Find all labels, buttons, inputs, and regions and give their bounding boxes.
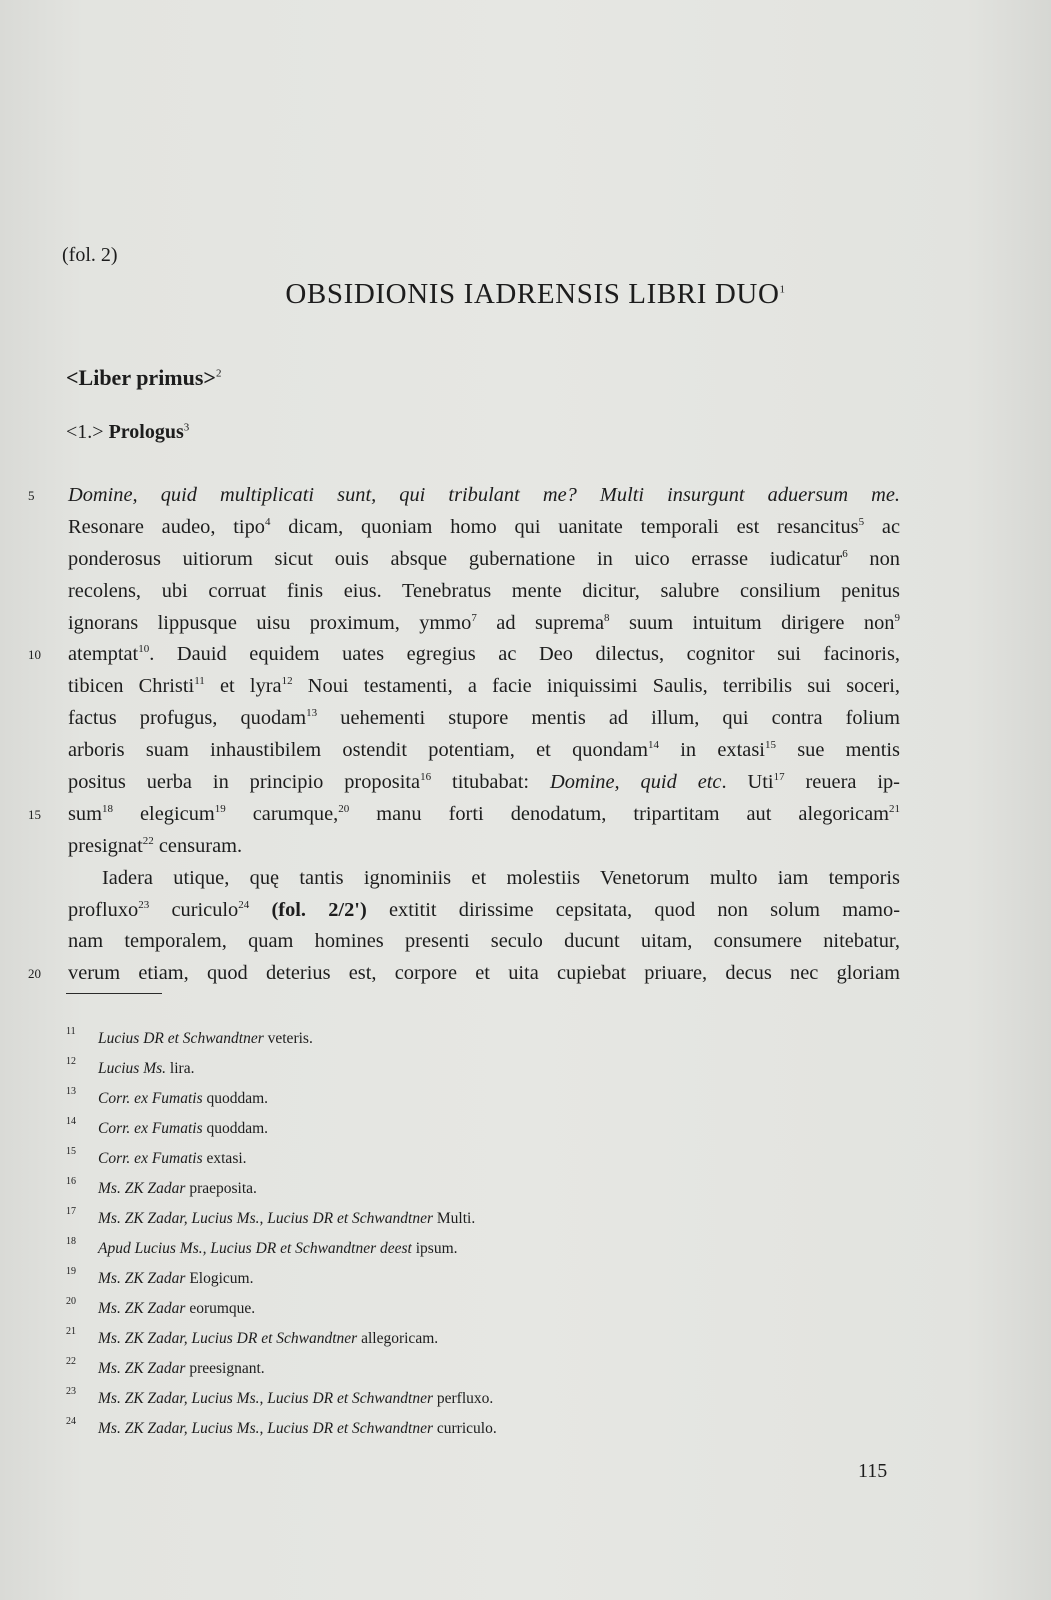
book-footnote-marker: 2 bbox=[215, 367, 222, 380]
title-text: OBSIDIONIS IADRENSIS LIBRI DUO bbox=[285, 278, 780, 310]
footnote-text bbox=[98, 1264, 253, 1294]
text-line bbox=[28, 480, 900, 512]
footnote-text bbox=[98, 1054, 194, 1084]
text-run: ad suprema bbox=[476, 611, 605, 634]
text-run: . Uti bbox=[721, 771, 774, 794]
text-line bbox=[68, 735, 900, 767]
footnote-source: Ms. ZK Zadar bbox=[98, 1360, 186, 1377]
italic-text: Domine, quid etc bbox=[549, 771, 722, 794]
footnote bbox=[66, 1354, 826, 1384]
text-run: titubabat: bbox=[431, 771, 550, 794]
footnote-source: Ms. ZK Zadar, Lucius DR et Schwandtner bbox=[98, 1330, 358, 1347]
text-line bbox=[68, 831, 900, 863]
text-line bbox=[68, 926, 900, 958]
footnote-reading: quoddam. bbox=[206, 1090, 269, 1107]
footnote-text bbox=[98, 1384, 493, 1414]
text-run: sue mentis bbox=[775, 739, 900, 762]
text-line bbox=[68, 544, 900, 576]
text-run: et lyra bbox=[204, 675, 282, 698]
footnote-text bbox=[98, 1024, 313, 1054]
text-run: Noui testamenti, a facie iniquissimi Saulis, terribilis sui soceri, bbox=[292, 675, 900, 698]
footnote bbox=[66, 1324, 826, 1354]
text-run: reuera ip- bbox=[784, 771, 900, 794]
footnote-text bbox=[98, 1114, 268, 1144]
footnote-marker: 21 bbox=[888, 803, 900, 816]
footnote-number: 14 bbox=[66, 1116, 76, 1127]
footnote-marker: 18 bbox=[102, 803, 113, 816]
text-run: dicam, quoniam homo qui uanitate temporali est resancitus bbox=[270, 515, 859, 538]
footnote bbox=[66, 1414, 826, 1444]
text-run: extitit dirissime cepsitata, quod non solum mamo- bbox=[366, 898, 900, 921]
footnote-text bbox=[98, 1324, 438, 1354]
footnote bbox=[66, 1384, 826, 1414]
line-number: 20 bbox=[28, 966, 41, 982]
italic-text: Domine, quid multiplicati sunt, qui tribulant me? Multi insurgunt aduersum me. bbox=[68, 484, 900, 506]
text-run: profluxo bbox=[68, 898, 139, 921]
text-run: atemptat bbox=[68, 643, 139, 666]
footnote-reading: veteris. bbox=[267, 1030, 313, 1047]
text-run: uehementi stupore mentis ad illum, qui contra folium bbox=[317, 707, 900, 730]
footnote-marker: 11 bbox=[194, 675, 205, 688]
footnote-number: 20 bbox=[66, 1296, 76, 1307]
footnote-source: Ms. ZK Zadar, Lucius Ms., Lucius DR et Schwandtner bbox=[98, 1390, 433, 1407]
footnote-marker: 6 bbox=[842, 547, 848, 560]
text-run: censuram. bbox=[153, 834, 243, 857]
footnote-marker: 22 bbox=[142, 835, 154, 847]
text-run: positus uerba in principio proposita bbox=[68, 771, 421, 794]
footnote-reading: preesignant. bbox=[189, 1360, 265, 1377]
footnote-marker: 10 bbox=[138, 643, 150, 656]
text-run: suum intuitum dirigere non bbox=[609, 611, 895, 634]
footnote-number: 24 bbox=[66, 1416, 76, 1427]
text-run bbox=[249, 899, 271, 921]
footnote-number: 16 bbox=[66, 1176, 76, 1187]
footnote-source: Corr. ex Fumatis bbox=[98, 1120, 203, 1137]
main-text bbox=[28, 480, 901, 990]
footnote-source: Ms. ZK Zadar, Lucius Ms., Lucius DR et Schwandtner bbox=[98, 1420, 433, 1437]
footnote-reading: eorumque. bbox=[189, 1300, 256, 1317]
footnote bbox=[66, 1264, 826, 1294]
text-run: manu forti denodatum, tripartitam aut alegoricam bbox=[349, 802, 889, 825]
text-run: ponderosus uitiorum sicut ouis absque gubernatione in uico errasse iudicatur bbox=[68, 547, 843, 570]
footnote bbox=[66, 1084, 826, 1114]
chapter-footnote-marker: 3 bbox=[183, 421, 190, 434]
footnote-marker: 13 bbox=[306, 707, 318, 720]
footnote-source: Corr. ex Fumatis bbox=[98, 1090, 203, 1107]
text-line bbox=[68, 895, 900, 927]
text-line bbox=[68, 608, 900, 640]
text-run: carumque, bbox=[225, 802, 339, 825]
text-line bbox=[68, 767, 900, 799]
text-run: curiculo bbox=[149, 898, 239, 921]
footnote-marker: 16 bbox=[420, 771, 432, 784]
footnote-marker: 9 bbox=[894, 611, 900, 624]
footnote-marker: 7 bbox=[471, 611, 477, 624]
text-line bbox=[68, 512, 900, 544]
footnote-text bbox=[98, 1084, 268, 1114]
folio-marker: (fol. 2/2') bbox=[271, 898, 367, 921]
footnote-source: Ms. ZK Zadar bbox=[98, 1300, 186, 1317]
footnote-source: Ms. ZK Zadar bbox=[98, 1270, 186, 1287]
footnote-reading: lira. bbox=[169, 1060, 195, 1077]
footnote-source: Ms. ZK Zadar, Lucius Ms., Lucius DR et Schwandtner bbox=[98, 1210, 433, 1227]
footnote-reading: perfluxo. bbox=[436, 1390, 494, 1407]
footnote-source: Lucius Ms. bbox=[98, 1060, 167, 1077]
text-run: Iadera utique, quę tantis ignominiis et molestiis Venetorum multo iam temporis bbox=[102, 866, 900, 889]
text-run: presignat bbox=[68, 834, 143, 857]
footnote-text bbox=[98, 1174, 257, 1204]
text-run: arboris suam inhaustibilem ostendit potentiam, et quondam bbox=[68, 739, 648, 762]
text-run: nam temporalem, quam homines presenti seculo ducunt uitam, consumere nitebatur, bbox=[68, 930, 900, 953]
footnote-marker: 8 bbox=[604, 611, 610, 624]
footnote-reading: extasi. bbox=[206, 1150, 247, 1167]
footnote bbox=[66, 1144, 826, 1174]
line-number: 15 bbox=[28, 806, 41, 822]
text-line bbox=[28, 639, 900, 671]
text-line bbox=[68, 703, 900, 735]
text-run: . Dauid equidem uates egregius ac Deo dilectus, cognitor sui facinoris, bbox=[149, 643, 900, 666]
footnote bbox=[66, 1294, 826, 1324]
footnote-text bbox=[98, 1144, 247, 1174]
footnote-source: Apud Lucius Ms., Lucius DR et Schwandtner deest bbox=[98, 1240, 412, 1257]
footnote bbox=[66, 1234, 826, 1264]
text-run: non bbox=[847, 547, 900, 570]
footnote-reading: praeposita. bbox=[189, 1180, 257, 1197]
folio-reference: (fol. 2) bbox=[62, 244, 118, 266]
footnote bbox=[66, 1054, 826, 1084]
footnote-marker: 17 bbox=[773, 771, 785, 784]
footnote bbox=[66, 1204, 826, 1234]
footnote-number: 12 bbox=[66, 1056, 76, 1067]
footnote-marker: 12 bbox=[281, 675, 293, 688]
footnote-marker: 24 bbox=[238, 898, 250, 911]
footnote bbox=[66, 1174, 826, 1204]
chapter-title: Prologus bbox=[108, 421, 184, 443]
footnote-marker: 15 bbox=[764, 739, 776, 752]
footnote-reading: curriculo. bbox=[436, 1420, 497, 1437]
footnote-text bbox=[98, 1414, 497, 1444]
text-line bbox=[68, 671, 900, 703]
text-run: factus profugus, quodam bbox=[68, 707, 307, 730]
footnote-text bbox=[98, 1354, 265, 1384]
text-line bbox=[28, 958, 900, 990]
footnote-source: Corr. ex Fumatis bbox=[98, 1150, 203, 1167]
footnote-marker: 5 bbox=[858, 516, 865, 529]
footnote-marker: 4 bbox=[265, 516, 271, 529]
footnote-reading: ipsum. bbox=[415, 1240, 458, 1257]
text-run: in extasi bbox=[659, 739, 765, 762]
footnote-source: Ms. ZK Zadar bbox=[98, 1180, 186, 1197]
footnote-number: 23 bbox=[66, 1386, 76, 1397]
footnote-reading: quoddam. bbox=[206, 1120, 269, 1137]
text-line bbox=[68, 863, 900, 895]
text-line bbox=[68, 576, 900, 608]
text-run: sum bbox=[68, 802, 102, 825]
footnote-number: 22 bbox=[66, 1356, 76, 1367]
page-title bbox=[0, 278, 1051, 311]
page-number: 115 bbox=[858, 1460, 888, 1482]
footnote-number: 18 bbox=[66, 1236, 76, 1247]
footnote-marker: 20 bbox=[338, 803, 350, 816]
line-number: 10 bbox=[28, 647, 41, 663]
text-run: verum etiam, quod deterius est, corpore et uita cupiebat priuare, decus nec gloriam bbox=[68, 962, 900, 985]
book-heading-text: <Liber primus> bbox=[66, 365, 216, 390]
footnotes bbox=[66, 1024, 826, 1444]
footnote-number: 11 bbox=[66, 1026, 76, 1037]
footnote-marker: 14 bbox=[648, 739, 659, 752]
chapter-heading bbox=[66, 421, 189, 444]
line-number: 5 bbox=[28, 488, 35, 503]
text-run: elegicum bbox=[113, 802, 215, 825]
footnote bbox=[66, 1114, 826, 1144]
text-run: ignorans lippusque uisu proximum, ymmo bbox=[68, 611, 472, 634]
text-run: tibicen Christi bbox=[68, 675, 195, 698]
footnote-number: 15 bbox=[66, 1146, 76, 1157]
title-footnote-marker: 1 bbox=[779, 283, 786, 296]
footnote-number: 19 bbox=[66, 1266, 76, 1277]
footnote-number: 13 bbox=[66, 1086, 76, 1097]
footnote-marker: 23 bbox=[138, 898, 150, 911]
footnote-text bbox=[98, 1204, 475, 1234]
footnote-reading: Elogicum. bbox=[189, 1270, 254, 1287]
text-run: recolens, ubi corruat finis eius. Tenebratus mente dicitur, salubre consilium penitus bbox=[68, 579, 900, 602]
footnote-marker: 19 bbox=[214, 803, 226, 816]
footnote-text bbox=[98, 1294, 255, 1324]
footnote-reading: allegoricam. bbox=[361, 1330, 439, 1347]
footnote-text bbox=[98, 1234, 458, 1264]
text-run: Resonare audeo, tipo bbox=[68, 515, 265, 538]
footnote-number: 21 bbox=[66, 1326, 76, 1337]
text-run: ac bbox=[864, 515, 901, 538]
footnote-source: Lucius DR et Schwandtner bbox=[98, 1030, 264, 1047]
footnote-number: 17 bbox=[66, 1206, 76, 1217]
chapter-number: <1.> bbox=[66, 421, 104, 443]
footnote-divider bbox=[66, 993, 162, 994]
text-line bbox=[28, 799, 900, 831]
footnote bbox=[66, 1024, 826, 1054]
footnote-reading: Multi. bbox=[436, 1210, 476, 1227]
book-heading bbox=[66, 365, 221, 391]
